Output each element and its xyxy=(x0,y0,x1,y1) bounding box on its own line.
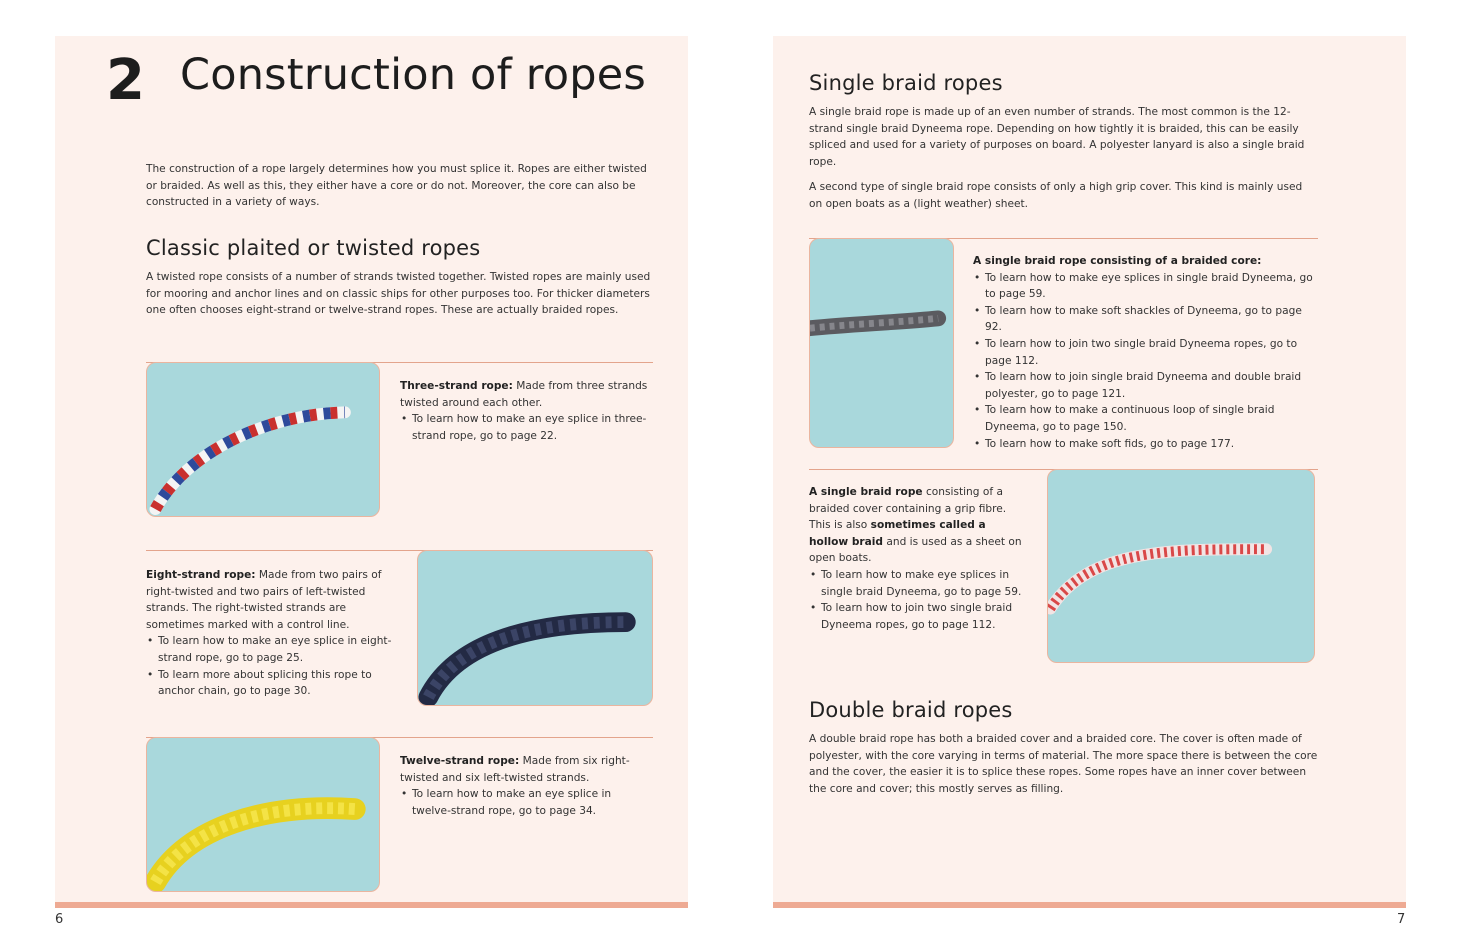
left-page-number: 6 xyxy=(55,912,64,927)
right-page-bottom-bar xyxy=(773,902,1406,908)
list-item: • To learn how to make eye splices in single braid Dyneema, go to page 59. xyxy=(973,270,1318,303)
three-strand-rope-photo xyxy=(146,362,380,517)
eight-strand-rope-image xyxy=(418,551,652,705)
hollow-braid-bold-1: A single braid rope xyxy=(809,486,923,498)
list-item: • To learn how to make an eye splice in three-strand rope, go to page 22. xyxy=(400,411,650,444)
hollow-braid-text-2: and is used as a sheet on open boats. xyxy=(809,535,1022,565)
braided-core-title: A single braid rope consisting of a braided core: xyxy=(973,255,1262,267)
three-strand-rope-image xyxy=(147,363,379,516)
double-braid-text: A double braid rope has both a braided cover and a braided core. The cover is often made of polyester, with the core varying in terms of material. The more space there is between the core and the cover, the easier it is to splice these ropes. Some ropes have an inner cover between the core and cover; this mostly serves as filling. xyxy=(809,733,1318,795)
list-item: • To learn how to join single braid Dyneema and double braid polyester, go to page 121. xyxy=(973,369,1318,402)
twelve-strand-description xyxy=(400,753,650,819)
single-braid-paragraph-2: A second type of single braid rope consists of only a high grip cover. This kind is mainly used on open boats as a (light weather) sheet. xyxy=(809,181,1303,210)
chapter-number: 2 xyxy=(106,48,144,113)
list-item: • To learn how to make an eye splice in twelve-strand rope, go to page 34. xyxy=(400,786,650,819)
left-page-bottom-bar xyxy=(55,902,688,908)
list-item: • To learn how to make soft fids, go to page 177. xyxy=(973,436,1318,453)
three-strand-desc: Made from three strands twisted around each other. xyxy=(400,380,648,409)
section-heading-single-braid: Single braid ropes xyxy=(809,71,1003,95)
list-item: • To learn how to join two single braid Dyneema ropes, go to page 112. xyxy=(809,600,1027,633)
chapter-intro: The construction of a rope largely determines how you must splice it. Ropes are either twisted or braided. As well as this, they either have a core or do not. Moreover, the core can also be constructed in a variety of ways. xyxy=(146,163,647,209)
list-item: • To learn how to join two single braid Dyneema ropes, go to page 112. xyxy=(973,336,1318,369)
braided-core-description xyxy=(973,253,1318,452)
hollow-braid-rope-photo xyxy=(1047,469,1315,663)
right-page-number: 7 xyxy=(1397,912,1406,927)
twelve-strand-rope-image xyxy=(147,738,379,891)
list-item: • To learn how to make eye splices in single braid Dyneema, go to page 59. xyxy=(809,567,1027,600)
list-item: • To learn how to make an eye splice in eight-strand rope, go to page 25. xyxy=(146,633,398,666)
hollow-braid-rope-image xyxy=(1048,470,1314,662)
hollow-braid-description xyxy=(809,484,1027,633)
section-heading-twisted: Classic plaited or twisted ropes xyxy=(146,236,481,260)
eight-strand-description xyxy=(146,567,398,700)
twelve-strand-desc: Made from six right-twisted and six left-twisted strands. xyxy=(400,755,630,784)
three-strand-description xyxy=(400,378,650,444)
single-braid-paragraph-1: A single braid rope is made up of an even number of strands. The most common is the 12-strand single braid Dyneema rope. Depending on how tightly it is braided, this can be easily spliced and used for a variety of purposes on board. A polyester lanyard is also a single braid rope. xyxy=(809,106,1305,168)
section-text-twisted: A twisted rope consists of a number of strands twisted together. Twisted ropes are mainly used for mooring and anchor lines and on classic ships for other purposes too. For thicker diameters one often chooses eight-strand or twelve-strand ropes. These are actually braided ropes. xyxy=(146,271,651,317)
chapter-title: Construction of ropes xyxy=(180,50,646,100)
braided-core-rope-image xyxy=(810,239,953,447)
eight-strand-desc: Made from two pairs of right-twisted and two pairs of left-twisted strands. The right-twisted strands are sometimes marked with a control line. xyxy=(146,569,382,631)
eight-strand-title: Eight-strand rope: xyxy=(146,569,256,581)
braided-core-rope-photo xyxy=(809,238,954,448)
twelve-strand-rope-photo xyxy=(146,737,380,892)
eight-strand-rope-photo xyxy=(417,550,653,706)
section-heading-double-braid: Double braid ropes xyxy=(809,698,1013,722)
twelve-strand-title: Twelve-strand rope: xyxy=(400,755,520,767)
hollow-braid-bold-2: sometimes called a hollow braid xyxy=(809,519,986,548)
list-item: • To learn how to make soft shackles of Dyneema, go to page 92. xyxy=(973,303,1318,336)
list-item: • To learn how to make a continuous loop of single braid Dyneema, go to page 150. xyxy=(973,402,1318,435)
three-strand-title: Three-strand rope: xyxy=(400,380,513,392)
list-item: • To learn more about splicing this rope to anchor chain, go to page 30. xyxy=(146,667,398,700)
hollow-braid-text-1: consisting of a braided cover containing a grip fibre. This is also xyxy=(809,486,1007,532)
